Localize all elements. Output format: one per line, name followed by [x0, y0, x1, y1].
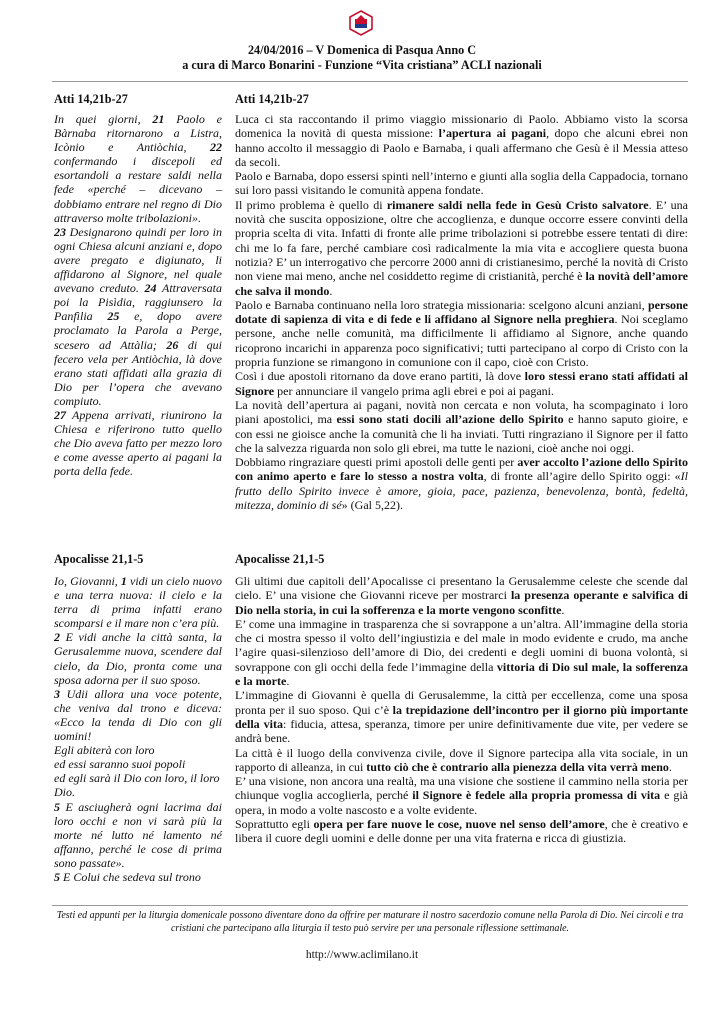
- footer-divider: [52, 905, 688, 906]
- section2-commentary: [235, 574, 688, 846]
- commentary-paragraph: Così i due apostoli ritornano da dove erano partiti, là dove loro stessi erano stati affidati al Signore per annunciare il vangelo prima agli ebrei e poi ai pagani.: [235, 369, 688, 398]
- commentary-paragraph: La novità dell’apertura ai pagani, novità non cercata e non voluta, ha scompaginato i loro piani apostolici, ma essi sono stati docili all’azione dello Spirito e hanno saputo gioire, e con essi ne gioisce anche la comunità che li ha inviati. Tutti ringraziano il Signore per il fatto che la salvezza riguarda non solo gli ebrei, ma tutte le nazioni, cioè anche noi oggi.: [235, 397, 689, 455]
- header-author: a cura di Marco Bonarini - Funzione “Vita cristiana” ACLI nazionali: [182, 58, 542, 72]
- section1-left-title: Atti 14,21b-27: [54, 92, 128, 106]
- section2-left-title: Apocalisse 21,1-5: [54, 552, 144, 566]
- verse-number: 5: [54, 799, 60, 814]
- reading-paragraph: 5 E Colui che sedeva sul trono: [54, 869, 201, 884]
- acli-logo: [348, 10, 374, 36]
- verse-number: 3: [54, 686, 60, 701]
- footer-url[interactable]: http://www.aclimilano.it: [305, 949, 419, 961]
- reading-line: Egli abiterà con loro: [54, 743, 155, 758]
- commentary-paragraph: E’ come una immagine in trasparenza che si sovrappone a un’altra. All’immagine della storia che ci mostra spesso il volto dell’ingiustizia e del male in modo evidente e crudo, ma anche l’agire quasi-silenzioso dell’amore di Dio, dei credenti e degli uomini di buona volontà, si sovrappone con gli occhi della fede l’immagine della vittoria di Dio sul male, la sofferenza e la morte.: [235, 616, 688, 689]
- verse-number: 27: [54, 407, 66, 422]
- reading-paragraph: 3 Udii allora una voce potente, che veniva dal trono e diceva: «Ecco la tenda di Dio con gli uomini!: [54, 686, 222, 744]
- verse-number: 5: [54, 869, 60, 884]
- header-date-title: 24/04/2016 – V Domenica di Pasqua Anno C: [247, 43, 477, 57]
- verse-number: 21: [152, 112, 165, 126]
- commentary-paragraph: Luca ci sta raccontando il primo viaggio missionario di Paolo. Abbiamo visto la scorsa domenica la novità di questa missione: l’apertura ai pagani, dopo che alcuni ebrei non hanno accolto il messaggio di Paolo e Barnaba, i quali affermano che Gesù è il Messia atteso da secoli.: [235, 112, 688, 169]
- section2-reading: [54, 574, 222, 884]
- reading-paragraph: 2 E vidi anche la città santa, la Gerusalemme nuova, scendere dal cielo, da Dio, pronta come una sposa adorna per il suo sposo.: [54, 630, 222, 687]
- verse-number: 1: [120, 574, 127, 588]
- verse-number: 2: [54, 630, 60, 645]
- commentary-paragraph: Dobbiamo ringraziare questi primi apostoli delle genti per aver accolto l’azione dello Spirito con animo aperto e fare lo stesso a nostra volta, di fronte all’agire dello Spirito oggi: «Il frutto dello Spirito invece è amore, gioia, pace, pazienza, benevolenza, bontà, fedeltà, mitezza, dominio di sé» (Gal 5,22).: [235, 455, 688, 513]
- reading-paragraph: 23 Designarono quindi per loro in ogni Chiesa alcuni anziani e, dopo avere pregato e digiunato, li affidarono al Signore, nel quale avevano creduto. 24 Attraversata poi la Pisìdia, raggiunsero la Panfìlia 25 e, dopo avere proclamato la Parola a Perge, scesero ad Attàlia; 26 di qui fecero vela per Antiòchia, là dove erano stati affidati alla grazia di Dio per l’opera che avevano compiuto.: [54, 224, 223, 408]
- reading-paragraph: Io, Giovanni, 1 vidi un cielo nuovo e una terra nuova: il cielo e la terra di prima infatti erano scomparsi e il mare non c’era più.: [54, 574, 222, 631]
- commentary-paragraph: Gli ultimi due capitoli dell’Apocalisse ci presentano la Gerusalemme celeste che scende dal cielo. E’ una visione che Giovanni riceve per mostrarci la presenza operante e salvifica di Dio nella storia, in cui la sofferenza e la morte vengono sconfitte.: [235, 574, 688, 617]
- header-divider: [52, 81, 688, 82]
- commentary-paragraph: Soprattutto egli opera per fare nuove le cose, nuove nel senso dell’amore, che è creativo e libera il cuore degli uomini e delle donne per una vita fraterna e ricca di giustizia.: [235, 817, 688, 846]
- commentary-paragraph: La città è il luogo della convivenza civile, dove il Signore partecipa alla vita sociale, in un rapporto di alleanza, in cui tutto ciò che è contrario alla pienezza della vita verrà meno.: [235, 745, 688, 774]
- section1-commentary: [235, 112, 688, 512]
- commentary-paragraph: E’ una visione, non ancora una realtà, ma una visione che sostiene il cammino nella storia per chiunque voglia accoglierla, perché il Signore è fedele alla propria promessa di vita e già opera, in modo a volte nascosto e a volte evidente.: [235, 774, 688, 817]
- verse-number: 24: [144, 281, 157, 296]
- verse-number: 26: [166, 337, 179, 352]
- section1-right-title: Atti 14,21b-27: [235, 92, 309, 106]
- verse-number: 25: [107, 309, 120, 324]
- commentary-paragraph: L’immagine di Giovanni è quella di Gerusalemme, la città per eccellenza, come una sposa pronta per il suo sposo. Qui c’è la trepidazione dell’incontro per il giorno più importante della vita: fiducia, attesa, speranza, timore per unire definitivamente due vite, per vedere se andrà bene.: [235, 688, 689, 746]
- reading-paragraph: 27 Appena arrivati, riunirono la Chiesa e riferirono tutto quello che Dio aveva fatto per mezzo loro e come avesse aperto ai pagani la porta della fede.: [54, 407, 222, 479]
- section2-right-title: Apocalisse 21,1-5: [235, 552, 325, 566]
- reading-line: ed egli sarà il Dio con loro, il loro Dio.: [54, 771, 220, 800]
- reading-line: ed essi saranno suoi popoli: [54, 757, 186, 772]
- section1-reading: [54, 112, 222, 478]
- footer-note: Testi ed appunti per la liturgia domenicale possono diventare dono da offrire per maturare il nostro sacerdozio comune nella Parola di Dio. Nei circoli e tra cristiani che partecipano alla liturgia il testo può servire per una personale riflessione settimanale.: [56, 910, 684, 934]
- commentary-paragraph: Paolo e Barnaba, dopo essersi spinti nell’interno e giunti alla soglia della Cappadocia, tornano sui loro passi visitando le comunità appena fondate.: [235, 169, 688, 198]
- reading-paragraph: 5 E asciugherà ogni lacrima dai loro occhi e non vi sarà più la morte né lutto né lamento né affanno, perché le cose di prima sono passate».: [54, 799, 222, 870]
- verse-number: 23: [54, 224, 66, 239]
- commentary-paragraph: Paolo e Barnaba continuano nella loro strategia missionaria: scelgono alcuni anziani, persone dotate di sapienza di vita e di fede e li affidano al Signore nella preghiera. Noi sceglamo persone, anche nelle comunità, ma difficilmente li affidiamo al Signore, anche quando ricoprono incarichi in apparenza poco significativi; tutti partecipano al corpo di Cristo con la propria funzione se rimangono in comunione con il capo, cioè con Cristo.: [235, 297, 688, 370]
- commentary-paragraph: Il primo problema è quello di rimanere saldi nella fede in Gesù Cristo salvatore. E’ una novità che suscita opposizione, oltre che accoglienza, e dunque occorre essere convinti della propria scelta di vita. Infatti di fronte alle prime tribolazioni si potrebbe essere tentati di dire: chi me lo fa fare, perché cambiare così radicalmente la mia vita e accogliere questa buona notizia? E’ un interrogativo che percorre 2000 anni di cristianesimo, perché la novità di Cristo non viene mai meno, anche nel cosiddetto regime di cristianità, perché è la novità dell’amore che salva il mondo.: [235, 197, 689, 298]
- reading-paragraph: In quei giorni, 21 Paolo e Bàrnaba ritornarono a Listra, Icònio e Antiòchia, 22 confermando i discepoli ed esortandoli a restare saldi nella fede «perché – dicevano – dobbiamo entrare nel regno di Dio attraverso molte tribolazioni».: [54, 112, 222, 225]
- verse-number: 22: [210, 140, 222, 155]
